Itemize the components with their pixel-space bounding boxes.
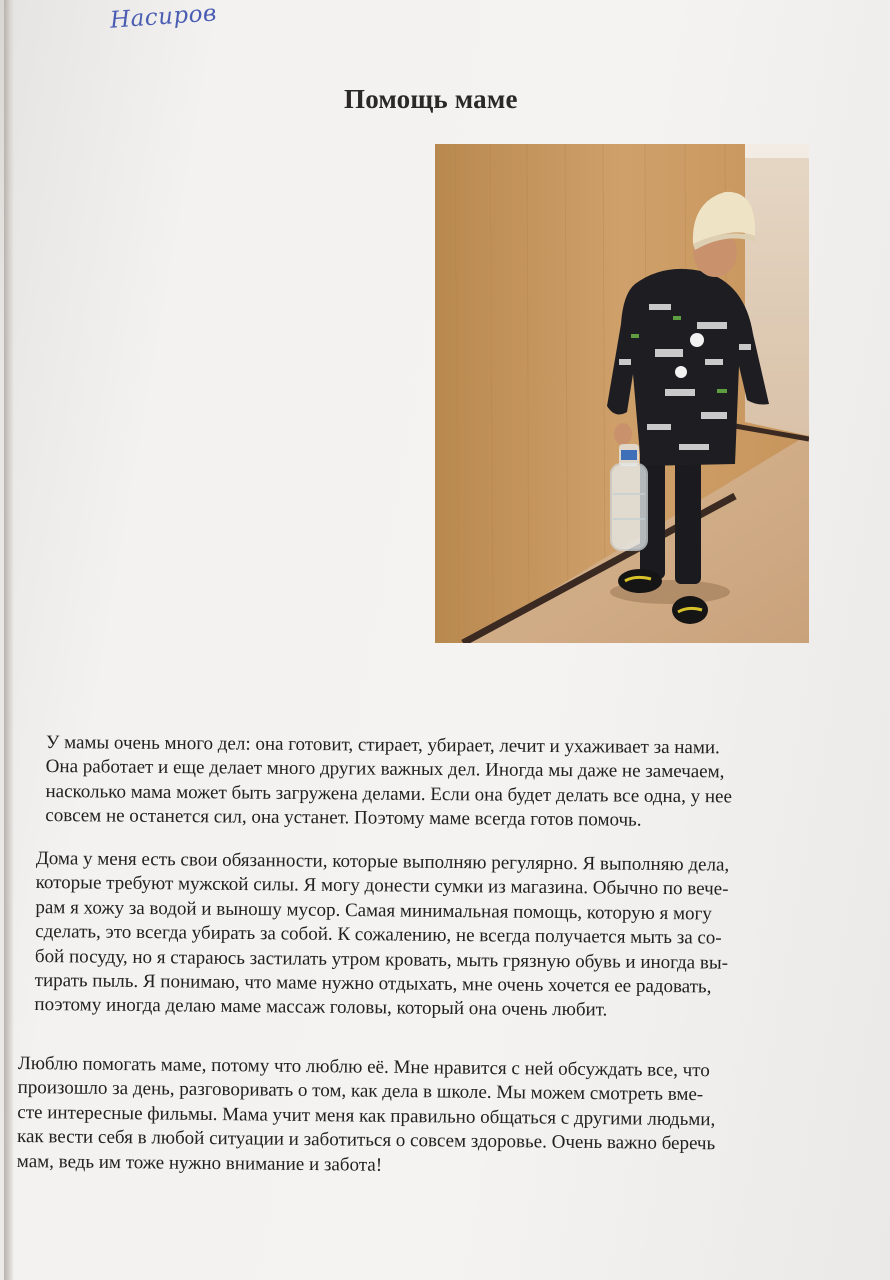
paragraph-line: тирать пыль. Я понимаю, что маме нужно отдыхать, мне очень хочется ее радовать, bbox=[34, 970, 712, 998]
page-title: Помощь маме bbox=[344, 84, 518, 114]
paragraph-3 bbox=[17, 1052, 716, 1181]
paragraph-line: бой посуду, но я стараюсь застилать утром кровать, мыть грязную обувь и иногда вы- bbox=[34, 945, 729, 974]
paragraph-line: которые требуют мужской силы. Я могу донести сумки из магазина. Обычно по вече- bbox=[35, 872, 729, 901]
paragraph-line: Люблю помогать маме, потому что люблю её. Мне нравится с ней обсуждать все, что bbox=[17, 1053, 710, 1082]
paragraph-line: мам, ведь им тоже нужно внимание и забота! bbox=[16, 1150, 383, 1176]
photo-boy-with-water-bottle bbox=[435, 144, 809, 643]
paragraph-line: Она работает и еще делает много других важных дел. Иногда мы даже не замечаем, bbox=[45, 756, 725, 783]
paragraph-line: рам я хожу за водой и выношу мусор. Самая минимальная помощь, которую я могу bbox=[35, 896, 712, 925]
paragraph-line: произошло за день, разговоривать о том, как дела в школе. Мы можем смотреть вме- bbox=[17, 1077, 704, 1106]
page-edge-shadow bbox=[4, 0, 14, 1280]
paragraph-line: сте интересные фильмы. Мама учит меня как правильно общаться с другими людьми, bbox=[17, 1101, 716, 1131]
photo-illustration bbox=[435, 144, 809, 643]
paragraph-line: поэтому иногда делаю маме массаж головы, который она очень любит. bbox=[34, 994, 608, 1021]
paragraph-line: насколько мама может быть загружена делами. Если она будет делать все одна, у нее bbox=[45, 780, 733, 808]
handwritten-signature: Насиров bbox=[109, 0, 218, 34]
paragraph-line: Дома у меня есть свои обязанности, которые выполняю регулярно. Я выполняю дела, bbox=[35, 847, 730, 876]
paragraph-1 bbox=[45, 731, 732, 834]
paragraph-line: совсем не останется сил, она устанет. Поэтому маме всегда готов помочь. bbox=[45, 805, 642, 831]
paragraph-line: сделать, это всегда убирать за собой. К сожалению, не всегда получается мыть за со- bbox=[35, 921, 722, 949]
paragraph-line: как вести себя в любой ситуации и заботиться о совсем здоровье. Очень важно беречь bbox=[17, 1126, 716, 1155]
paragraph-2 bbox=[34, 847, 729, 1024]
paragraph-line: У мамы очень много дел: она готовит, стирает, убирает, лечит и ухаживает за нами. bbox=[45, 731, 720, 759]
